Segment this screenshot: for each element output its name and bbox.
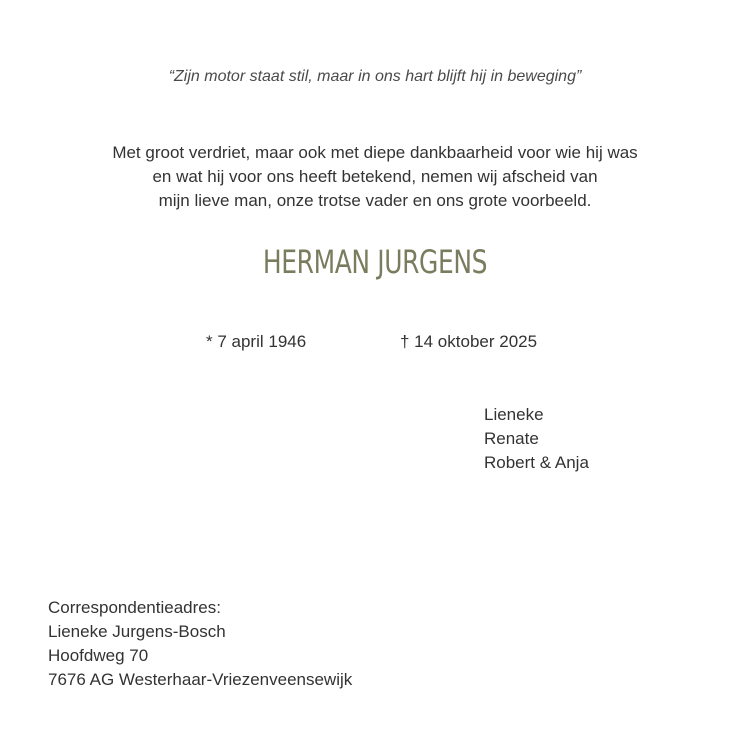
address-line: Hoofdweg 70 [48, 646, 149, 665]
intro-line: Met groot verdriet, maar ook met diepe dankbaarheid voor wie hij was [112, 143, 638, 162]
correspondence-address [48, 596, 352, 692]
intro-text [0, 141, 750, 213]
birth-date: * 7 april 1946 [206, 332, 307, 351]
death-date: † 14 oktober 2025 [400, 332, 538, 351]
family-list [484, 403, 589, 475]
family-member: Lieneke [484, 405, 544, 424]
address-line: Lieneke Jurgens-Bosch [48, 622, 226, 641]
family-member: Robert & Anja [484, 453, 589, 472]
intro-line: mijn lieve man, onze trotse vader en ons grote voorbeeld. [158, 191, 592, 210]
family-member: Renate [484, 429, 539, 448]
address-line: 7676 AG Westerhaar-Vriezenveensewijk [48, 670, 353, 689]
deceased-name: HERMAN JURGENS [262, 243, 488, 281]
memorial-quote: “Zijn motor staat stil, maar in ons hart blijft hij in beweging” [168, 68, 582, 85]
address-heading: Correspondentieadres: [48, 598, 221, 617]
intro-line: en wat hij voor ons heeft betekend, nemen wij afscheid van [152, 167, 598, 186]
